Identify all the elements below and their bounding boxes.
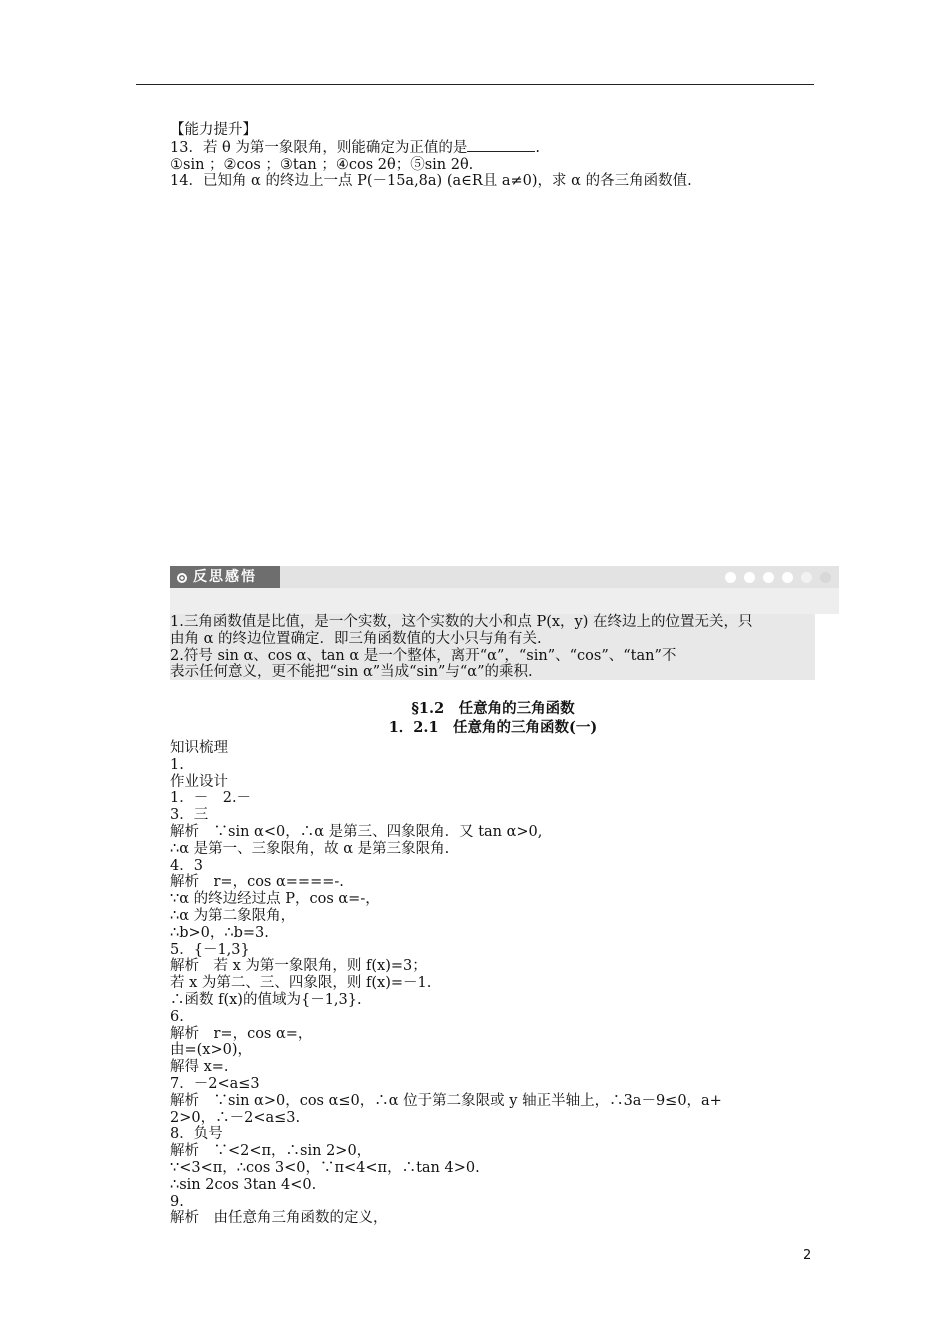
- question-13: [170, 139, 816, 157]
- reflection-header-bar: [170, 566, 839, 588]
- reflection-body: [170, 614, 815, 680]
- target-bullet-icon: [177, 573, 187, 583]
- answer-line: 解得 x=.: [170, 1059, 229, 1076]
- answer-line: 4．3: [170, 857, 203, 874]
- answer-line: ∵α 的终边经过点 P，cos α=-，: [170, 891, 380, 908]
- answer-blank: [467, 139, 535, 152]
- answer-line: ∴α 为第二象限角，: [170, 907, 296, 924]
- answer-line: 解析 若 x 为第一象限角，则 f(x)=3；: [170, 958, 427, 975]
- answer-line: 知识梳理: [170, 740, 228, 756]
- ability-section: [170, 122, 816, 190]
- answer-line: 作业设计: [170, 773, 228, 790]
- answer-line: 3．三: [170, 807, 209, 824]
- q13-text: 13．若 θ 为第一象限角，则能确定为正值的是: [170, 139, 468, 156]
- answer-line: 若 x 为第二、三、四象限，则 f(x)=－1.: [170, 975, 432, 992]
- answer-line: 7．－2<a≤3: [170, 1075, 260, 1092]
- q13-options: ①sin ；②cos ；③tan ；④cos 2θ；⑤sin 2θ.: [170, 156, 474, 173]
- answer-line: 由=(x>0)，: [170, 1042, 253, 1059]
- answer-line: 解析 由任意角三角函数的定义，: [170, 1210, 388, 1227]
- q13-end: .: [535, 139, 541, 156]
- answer-line: 解析 r=，cos α=，: [170, 1025, 313, 1042]
- answers-section-title: §1.2 任意角的三角函数: [411, 700, 575, 717]
- answer-line: 2>0，∴－2<a≤3.: [170, 1109, 301, 1126]
- answers-subsection-title: 1．2.1 任意角的三角函数(一): [388, 719, 598, 736]
- decorative-dots: [717, 571, 831, 587]
- dot-icon: [725, 572, 736, 583]
- dot-icon: [782, 572, 793, 583]
- answers-body: [170, 740, 816, 1227]
- answer-line: 8．负号: [170, 1126, 223, 1143]
- question-14: 14．已知角 α 的终边上一点 P(－15a,8a) (a∈R且 a≠0)，求 α 的各三角函数值.: [170, 173, 692, 190]
- answer-line: 解析 ∵sin α<0，∴α 是第三、四象限角．又 tan α>0,: [170, 823, 543, 840]
- dot-icon: [763, 572, 774, 583]
- dot-icon: [744, 572, 755, 583]
- reflection-line: 由角 α 的终边位置确定．即三角函数值的大小只与角有关.: [170, 630, 542, 647]
- ability-heading: 【能力提升】: [170, 122, 257, 138]
- top-rule: [136, 84, 814, 85]
- answer-line: 解析 ∵<2<π，∴sin 2>0，: [170, 1143, 372, 1160]
- answer-line: ∴α 是第一、三象限角，故 α 是第三象限角.: [170, 840, 450, 857]
- dot-icon: [801, 572, 812, 583]
- reflection-spacer: [170, 588, 839, 614]
- reflection-tab-label: 反思感悟: [193, 569, 257, 585]
- answer-line: ∴b>0，∴b=3.: [170, 924, 269, 941]
- reflection-tab: [170, 566, 280, 588]
- reflection-line: 1.三角函数值是比值，是一个实数，这个实数的大小和点 P(x，y) 在终边上的位置无关，只: [170, 614, 753, 630]
- answer-line: 1．－ 2.－: [170, 790, 252, 807]
- answer-line: 解析 r=，cos α====-.: [170, 874, 344, 891]
- answer-line: ∵<3<π，∴cos 3<0，∵π<4<π，∴tan 4>0.: [170, 1159, 480, 1176]
- dot-icon: [820, 572, 831, 583]
- answer-line: 1.: [170, 756, 184, 773]
- answer-line: 6.: [170, 1008, 184, 1025]
- answer-line: 9.: [170, 1193, 184, 1210]
- reflection-line: 2.符号 sin α、cos α、tan α 是一个整体，离开“α”，“sin”、“cos”、“tan”不: [170, 647, 677, 664]
- page-number: 2: [803, 1248, 812, 1263]
- answer-line: ∴sin 2cos 3tan 4<0.: [170, 1176, 317, 1193]
- answer-line: ∴函数 f(x)的值域为{－1,3}.: [170, 991, 362, 1008]
- reflection-line: 表示任何意义，更不能把“sin α”当成“sin”与“α”的乘积.: [170, 664, 533, 681]
- answer-line: 5．{－1,3}: [170, 941, 250, 958]
- answer-line: 解析 ∵sin α>0，cos α≤0，∴α 位于第二象限或 y 轴正半轴上，∴3a－9≤0，a+: [170, 1092, 722, 1109]
